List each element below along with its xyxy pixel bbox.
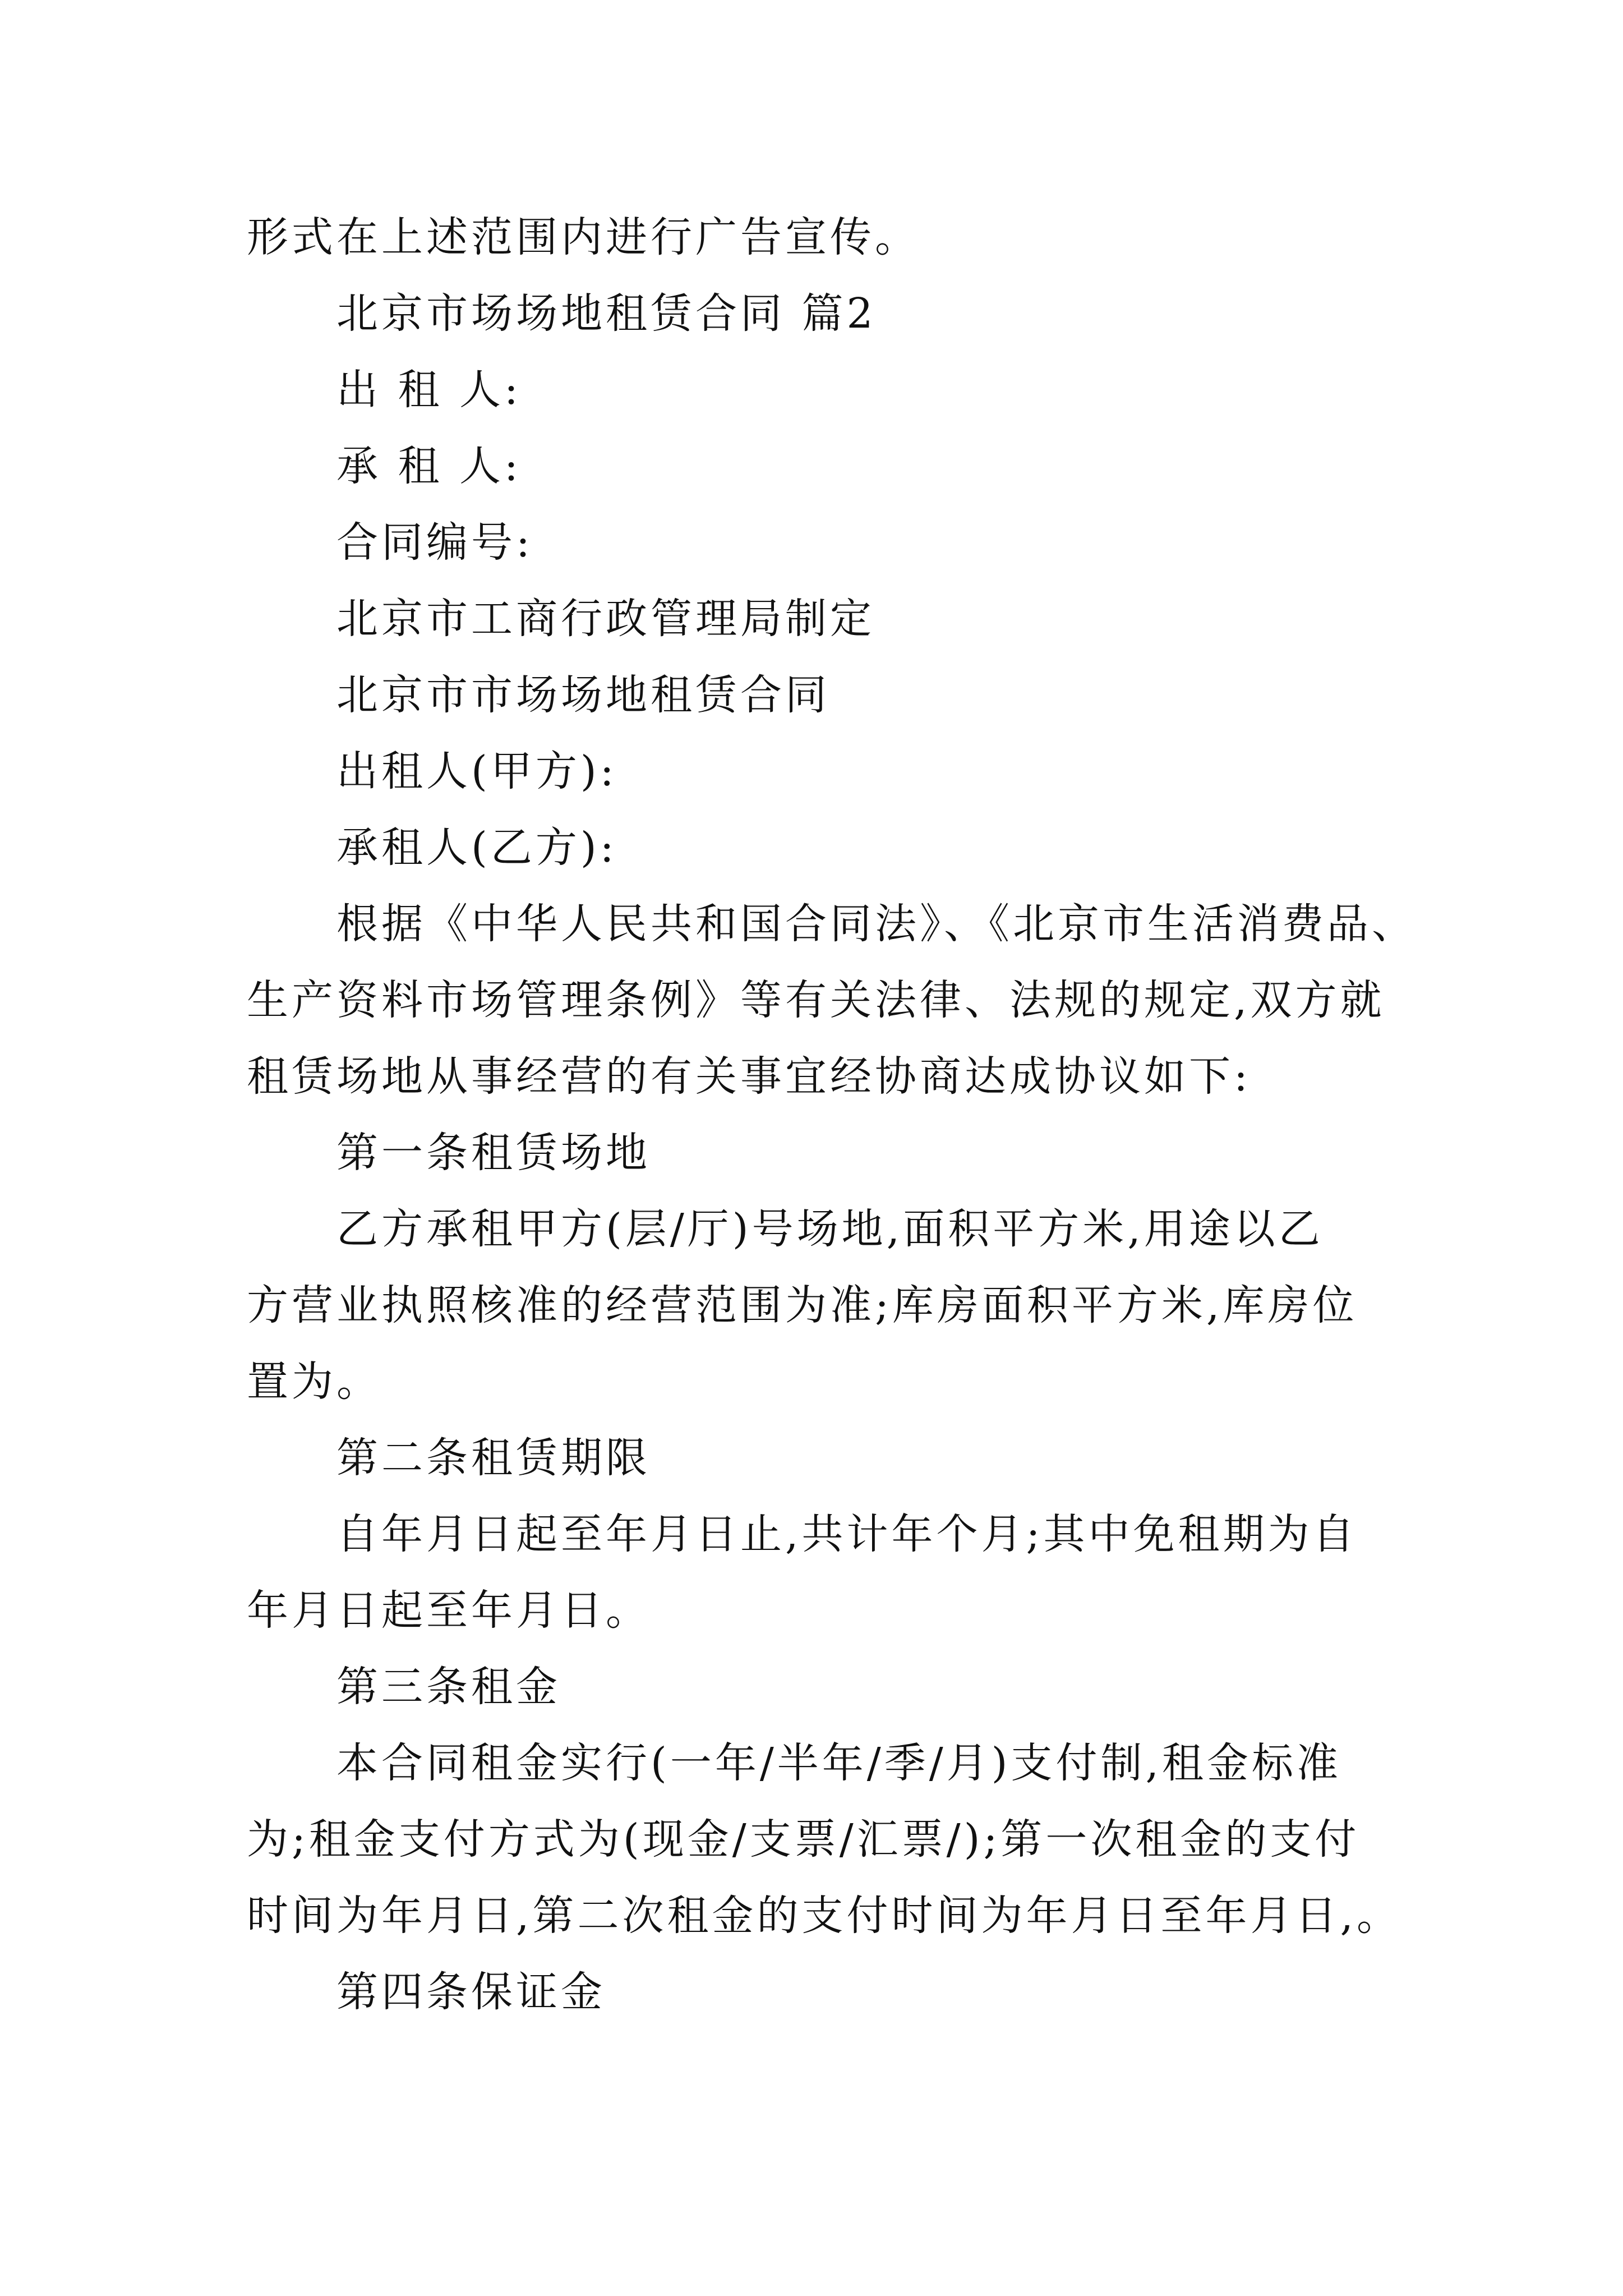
issuer-line: 北京市工商行政管理局制定: [336, 595, 875, 643]
article-3-text: 本合同租金实行(一年/半年/季/月)支付制,租金标准: [336, 1739, 1342, 1787]
lessor-field: 出 租 人:: [336, 366, 522, 414]
preamble-line: 生产资料市场管理条例》等有关法律、法规的规定,双方就: [247, 976, 1385, 1024]
article-1-text: 置为。: [247, 1358, 381, 1406]
contract-title: 北京市市场场地租赁合同: [336, 671, 830, 719]
article-3-heading: 第三条租金: [336, 1663, 561, 1711]
paragraph-continuation: 形式在上述范围内进行广告宣传。: [247, 213, 920, 261]
article-1-heading: 第一条租赁场地: [336, 1129, 651, 1177]
article-1-text: 方营业执照核准的经营范围为准;库房面积平方米,库房位: [247, 1281, 1358, 1329]
article-2-text: 自年月日起至年月日止,共计年个月;其中免租期为自: [336, 1510, 1358, 1558]
preamble-line: 根据《中华人民共和国合同法》、《北京市生活消费品、: [336, 900, 1417, 948]
preamble-line: 租赁场地从事经营的有关事宜经协商达成协议如下:: [247, 1052, 1251, 1101]
document-body: [247, 199, 1417, 2030]
section-title: 北京市场场地租赁合同 篇2: [336, 289, 877, 338]
article-4-heading: 第四条保证金: [336, 1968, 606, 2016]
contract-number-field: 合同编号:: [336, 518, 533, 567]
party-b-field: 承租人(乙方):: [336, 823, 617, 872]
party-a-field: 出租人(甲方):: [336, 747, 617, 795]
article-3-text: 为;租金支付方式为(现金/支票/汇票/);第一次租金的支付: [247, 1815, 1360, 1864]
article-2-text: 年月日起至年月日。: [247, 1586, 651, 1635]
lessee-field: 承 租 人:: [336, 442, 522, 490]
article-1-text: 乙方承租甲方(层/厅)号场地,面积平方米,用途以乙: [336, 1205, 1324, 1253]
article-3-text: 时间为年月日,第二次租金的支付时间为年月日至年月日,。: [247, 1892, 1402, 1940]
article-2-heading: 第二条租赁期限: [336, 1434, 651, 1482]
